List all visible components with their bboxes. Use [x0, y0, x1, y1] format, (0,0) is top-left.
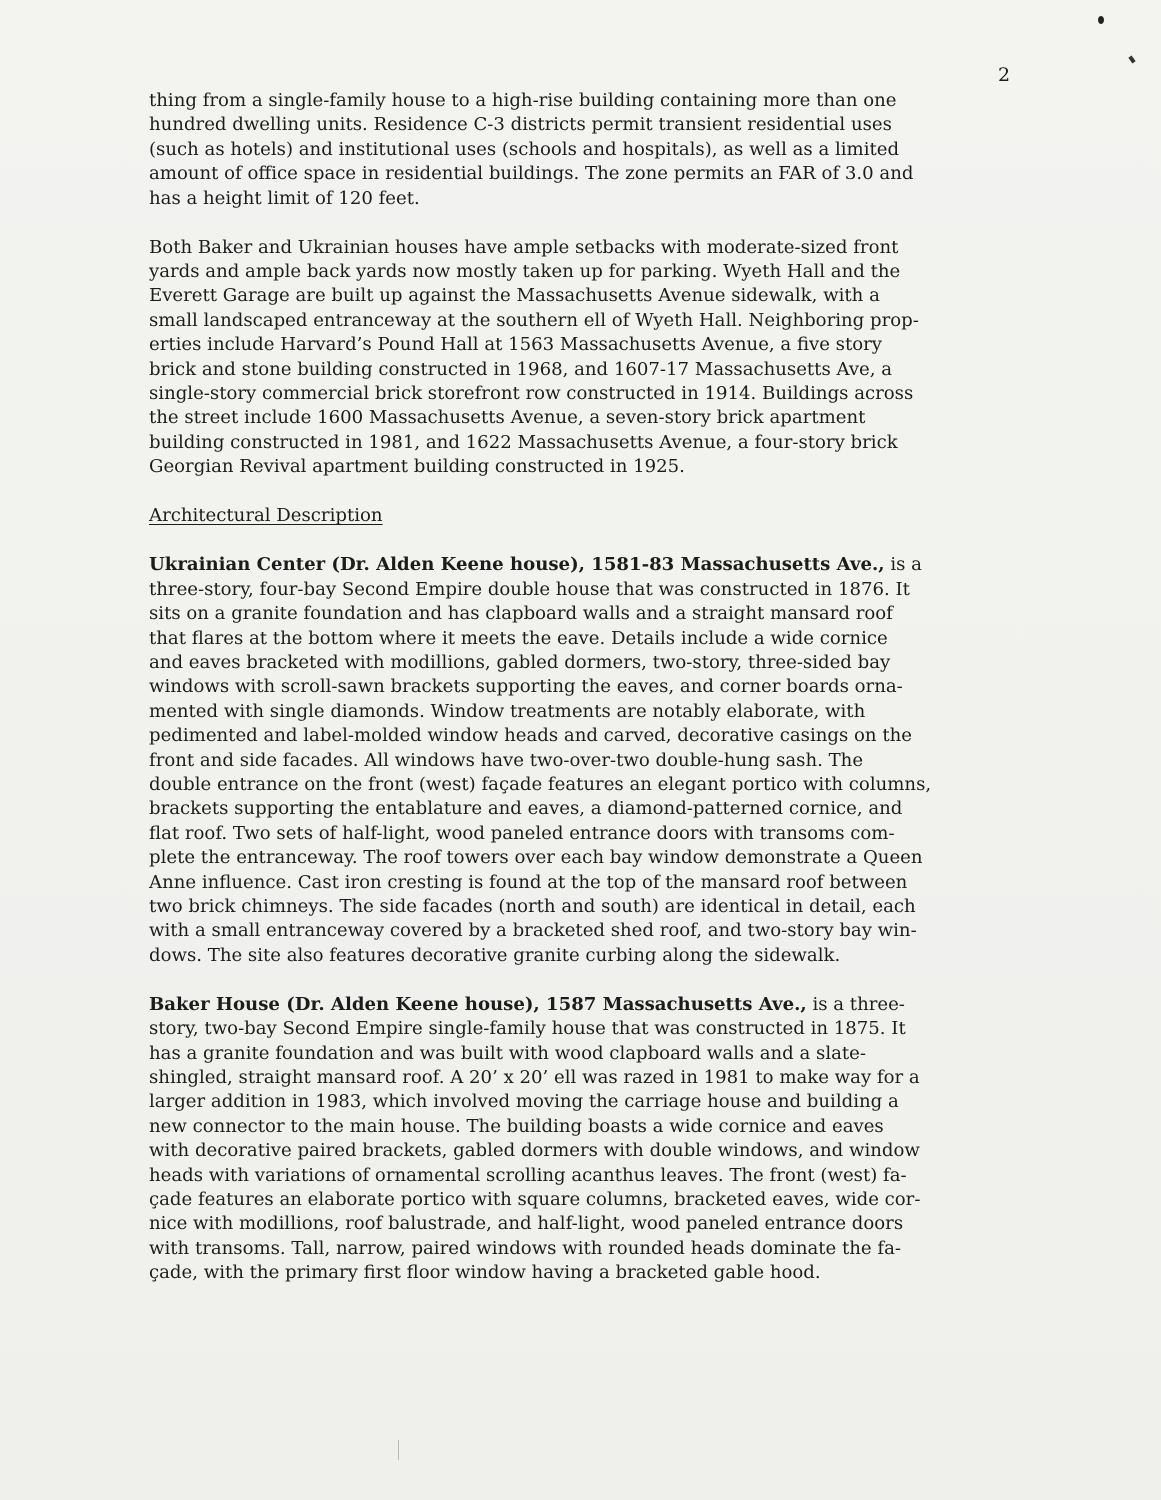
text-line: yards and ample back yards now mostly taken up for parking. Wyeth Hall and the	[149, 261, 901, 283]
scan-speck	[1128, 55, 1135, 63]
text-line: larger addition in 1983, which involved moving the carriage house and building a	[149, 1091, 899, 1113]
text-line: brick and stone building constructed in 1968, and 1607-17 Massachusetts Ave, a	[149, 358, 893, 380]
text-line: Georgian Revival apartment building constructed in 1925.	[149, 456, 685, 478]
text-line: three-story, four-bay Second Empire double house that was constructed in 1876. It	[149, 578, 910, 600]
text-line: small landscaped entranceway at the southern ell of Wyeth Hall. Neighboring prop-	[149, 309, 919, 331]
text-line: sits on a granite foundation and has clapboard walls and a straight mansard roof	[149, 603, 893, 625]
text-line: new connector to the main house. The building boasts a wide cornice and eaves	[149, 1115, 884, 1137]
entry-baker-house	[149, 993, 1015, 1286]
text-line: Both Baker and Ukrainian houses have ample setbacks with moderate-sized front	[149, 236, 899, 258]
text-line: heads with variations of ornamental scrolling acanthus leaves. The front (west) fa-	[149, 1164, 907, 1186]
section-heading: Architectural Description	[149, 505, 383, 527]
scan-speck	[398, 1440, 399, 1460]
text-line: Everett Garage are built up against the Massachusetts Avenue sidewalk, with a	[149, 285, 880, 307]
text-line: and eaves bracketed with modillions, gabled dormers, two-story, three-sided bay	[149, 651, 891, 673]
text-line: with transoms. Tall, narrow, paired windows with rounded heads dominate the fa-	[149, 1237, 901, 1259]
entry-ukrainian-center	[149, 553, 1015, 968]
text-line: with decorative paired brackets, gabled dormers with double windows, and window	[149, 1140, 920, 1162]
text-line: single-story commercial brick storefront row constructed in 1914. Buildings across	[149, 383, 914, 405]
text-line: erties include Harvard’s Pound Hall at 1563 Massachusetts Avenue, a five story	[149, 334, 883, 356]
text-line: çade features an elaborate portico with square columns, bracketed eaves, wide cor-	[149, 1189, 921, 1211]
text-line: Anne influence. Cast iron cresting is found at the top of the mansard roof between	[149, 871, 908, 893]
text-line: windows with scroll-sawn brackets supporting the eaves, and corner boards orna-	[149, 676, 903, 698]
text-line: double entrance on the front (west) façade features an elegant portico with columns,	[149, 773, 932, 795]
text-line: (such as hotels) and institutional uses (schools and hospitals), as well as a limited	[149, 138, 900, 160]
text-line: with a small entranceway covered by a bracketed shed roof, and two-story bay win-	[149, 920, 917, 942]
paragraph-zoning	[149, 89, 1015, 211]
text-line: has a granite foundation and was built with wood clapboard walls and a slate-	[149, 1042, 866, 1064]
document-body	[149, 89, 1015, 1310]
text-line: mented with single diamonds. Window treatments are notably elaborate, with	[149, 700, 866, 722]
text-line: pedimented and label-molded window heads and carved, decorative casings on the	[149, 725, 912, 747]
text-line: amount of office space in residential buildings. The zone permits an FAR of 3.0 and	[149, 163, 914, 185]
entry-title-rest: is a three-	[806, 993, 905, 1015]
text-line: flat roof. Two sets of half-light, wood paneled entrance doors with transoms com-	[149, 822, 895, 844]
text-line: story, two-bay Second Empire single-family house that was constructed in 1875. It	[149, 1018, 906, 1040]
text-line: dows. The site also features decorative granite curbing along the sidewalk.	[149, 944, 841, 966]
text-line: has a height limit of 120 feet.	[149, 187, 420, 209]
page-number: 2	[998, 64, 1011, 86]
entry-title-rest: is a	[884, 554, 922, 576]
entry-title: Baker House (Dr. Alden Keene house), 1587 Massachusetts Ave.,	[149, 993, 807, 1015]
text-line: two brick chimneys. The side facades (north and south) are identical in detail, each	[149, 895, 916, 917]
entry-title: Ukrainian Center (Dr. Alden Keene house), 1581-83 Massachusetts Ave.,	[149, 554, 885, 576]
text-line: hundred dwelling units. Residence C-3 districts permit transient residential uses	[149, 114, 892, 136]
text-line: brackets supporting the entablature and eaves, a diamond-patterned cornice, and	[149, 798, 903, 820]
text-line: thing from a single-family house to a high-rise building containing more than one	[149, 90, 897, 111]
text-line: the street include 1600 Massachusetts Avenue, a seven-story brick apartment	[149, 407, 866, 429]
text-line: nice with modillions, roof balustrade, and half-light, wood paneled entrance doors	[149, 1213, 904, 1235]
text-line	[149, 993, 1015, 1017]
text-line: that flares at the bottom where it meets the eave. Details include a wide cornice	[149, 627, 888, 649]
text-line: plete the entranceway. The roof towers over each bay window demonstrate a Queen	[149, 847, 923, 869]
text-line: çade, with the primary first floor window having a bracketed gable hood.	[149, 1262, 821, 1284]
paragraph-setbacks	[149, 236, 1015, 480]
text-line: front and side facades. All windows have two-over-two double-hung sash. The	[149, 749, 864, 771]
scan-speck	[1098, 16, 1104, 24]
text-line: shingled, straight mansard roof. A 20’ x 20’ ell was razed in 1981 to make way for a	[149, 1067, 920, 1088]
text-line	[149, 553, 1015, 577]
text-line: building constructed in 1981, and 1622 Massachusetts Avenue, a four-story brick	[149, 431, 898, 453]
